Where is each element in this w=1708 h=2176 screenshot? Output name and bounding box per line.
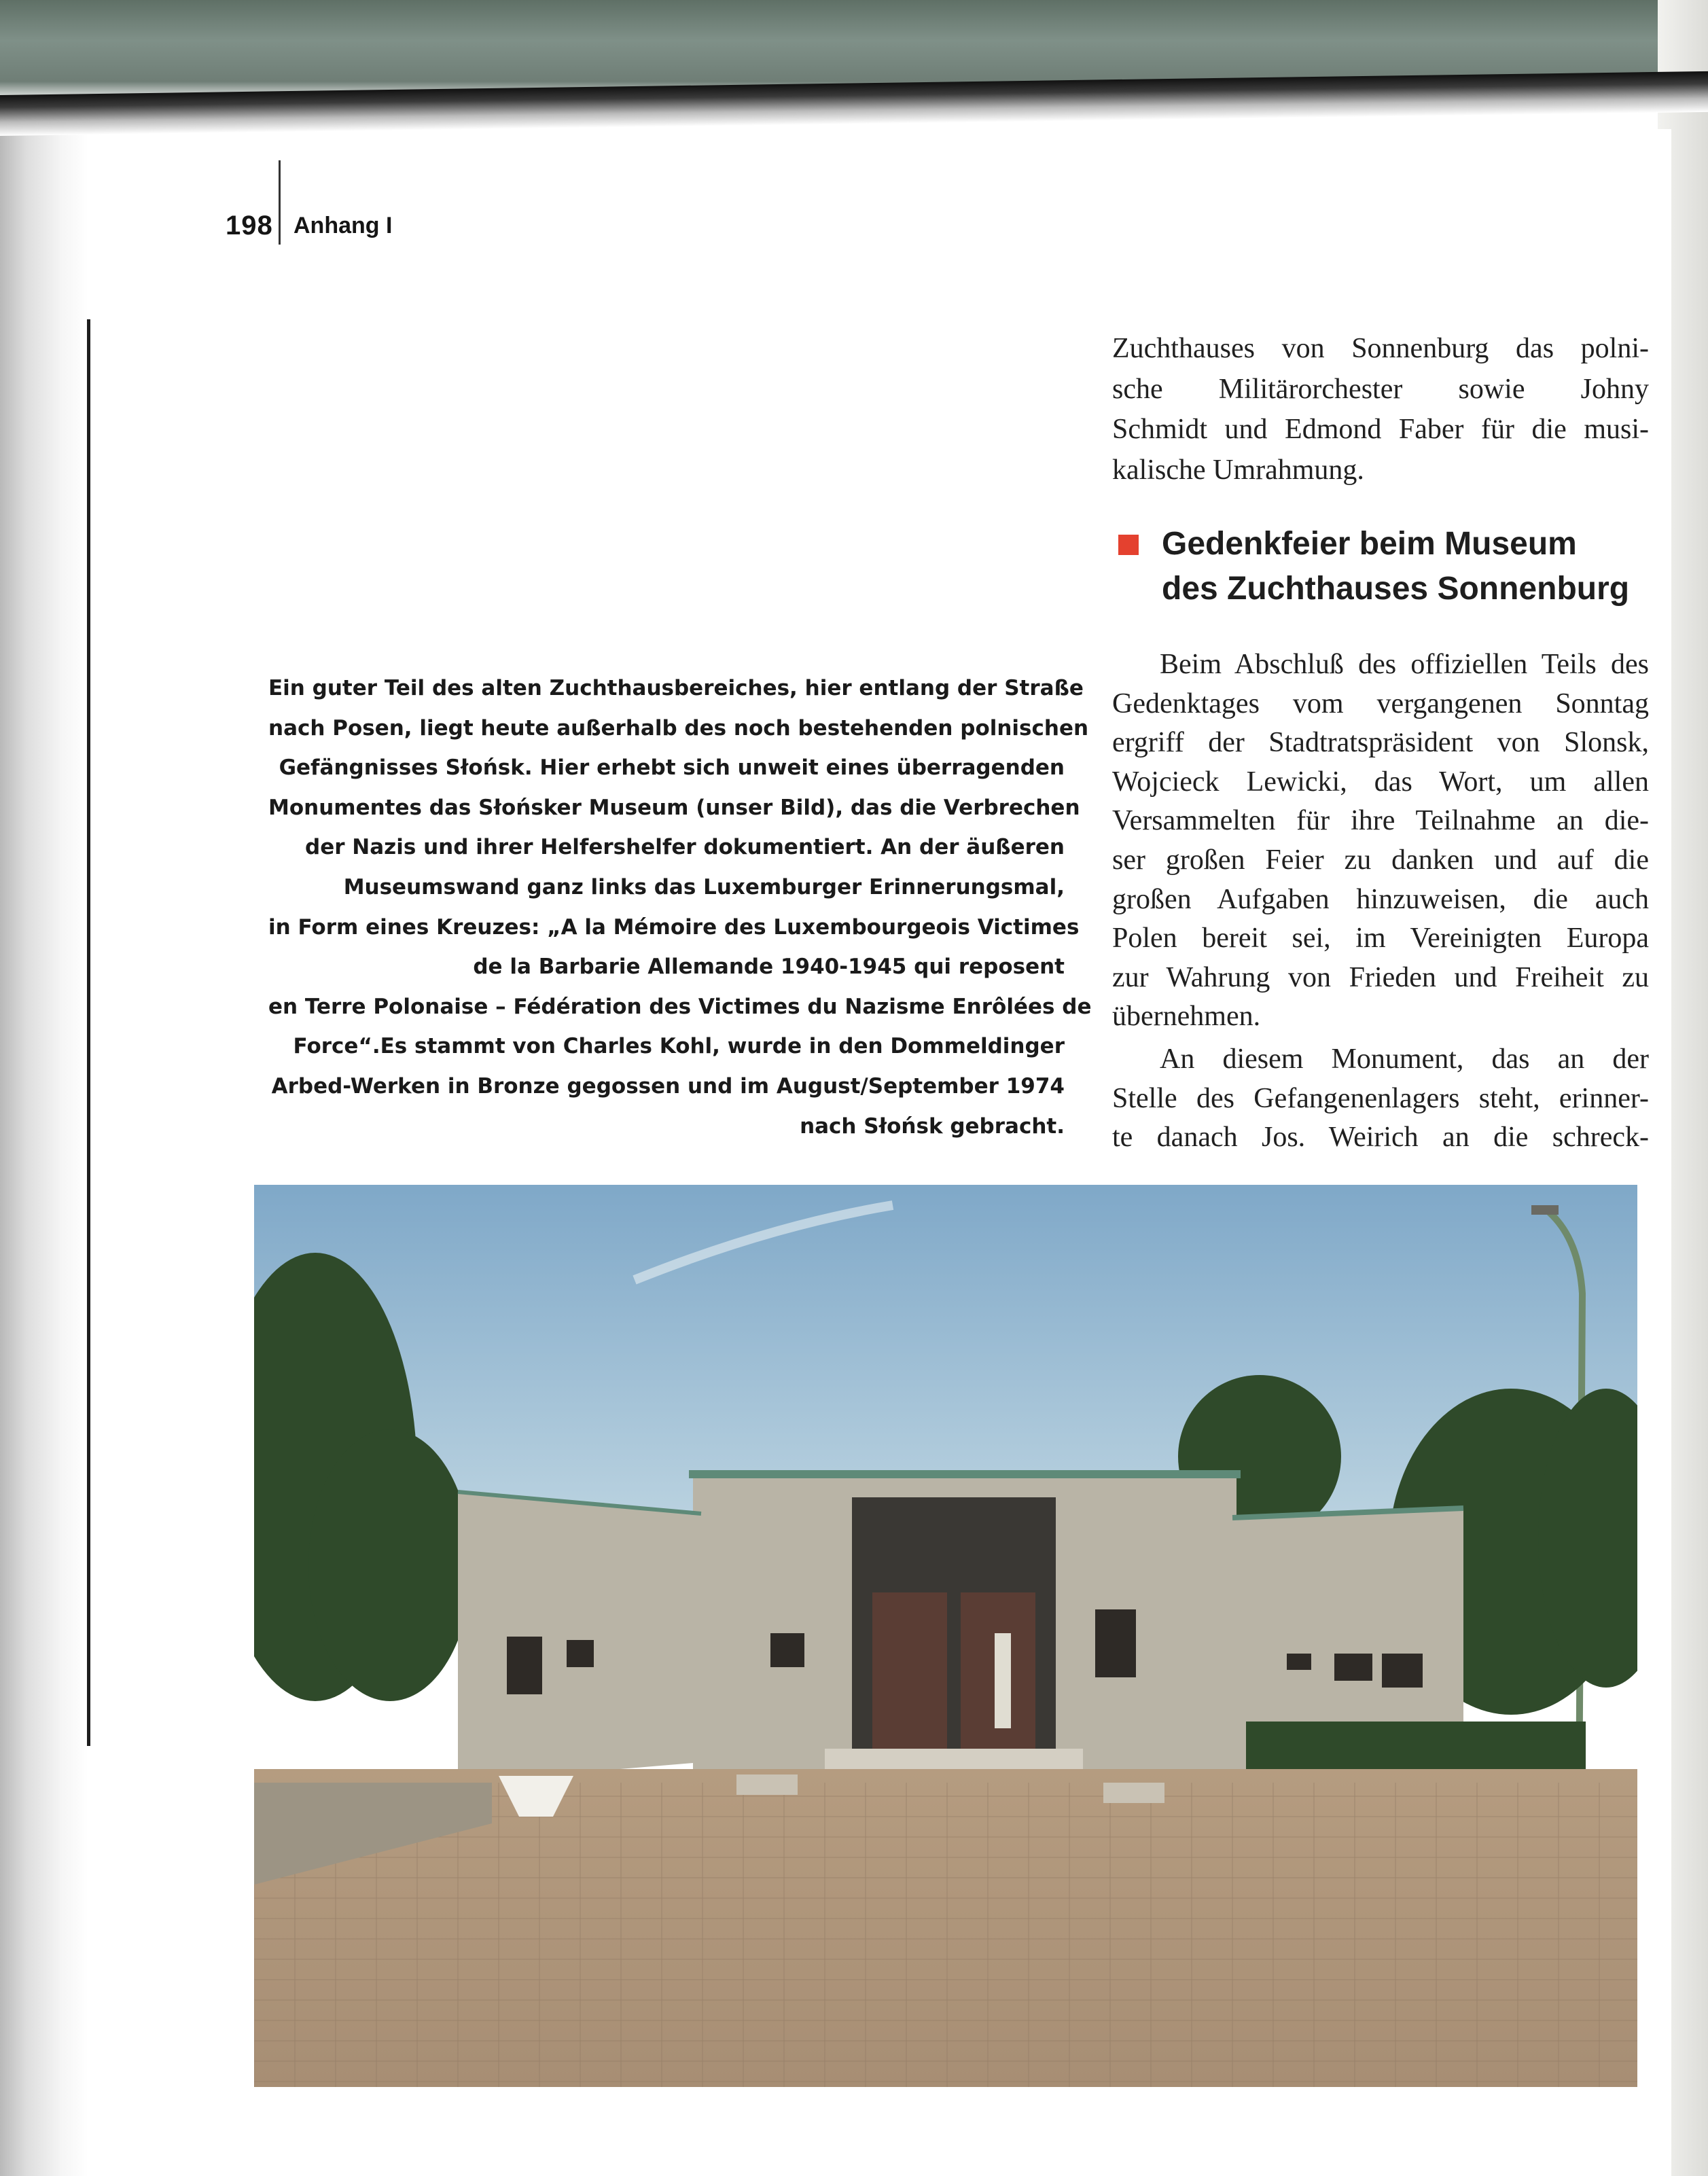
text-line: Zuchthauses von Sonnenburg das polni- bbox=[1112, 333, 1649, 364]
text-line: Schmidt und Edmond Faber für die musi- bbox=[1112, 414, 1649, 445]
text-line: Gedenktages vom vergangenen Sonntag bbox=[1112, 688, 1649, 719]
memorial-cross-plaque bbox=[507, 1637, 542, 1694]
text-line: An diesem Monument, das an der bbox=[1160, 1044, 1649, 1075]
caption-line: de la Barbarie Allemande 1940-1945 qui reposent bbox=[473, 955, 1065, 980]
photo-caption bbox=[268, 668, 1092, 1146]
section-label: Anhang I bbox=[293, 213, 393, 238]
intro-paragraph bbox=[1112, 329, 1649, 491]
heading-line: Gedenkfeier beim Museum bbox=[1162, 526, 1577, 562]
heading-line: des Zuchthauses Sonnenburg bbox=[1162, 571, 1630, 607]
caption-line: der Nazis und ihrer Helfershelfer dokumentiert. An der äußeren bbox=[305, 835, 1065, 860]
text-line: sche Militärorchester sowie Johny bbox=[1112, 373, 1649, 405]
roof-trim bbox=[689, 1470, 1241, 1478]
lamp-head bbox=[1531, 1205, 1559, 1215]
text-line: ser großen Feier zu danken und auf die bbox=[1112, 844, 1649, 876]
plaque bbox=[1382, 1654, 1423, 1688]
plaque bbox=[1334, 1654, 1372, 1681]
bench bbox=[736, 1774, 798, 1795]
bench bbox=[1103, 1783, 1164, 1803]
heading-square-marker bbox=[1118, 535, 1139, 555]
plaque bbox=[1095, 1609, 1136, 1677]
section-heading bbox=[1162, 522, 1629, 611]
body-paragraph-2 bbox=[1112, 1040, 1649, 1158]
plaque bbox=[1287, 1654, 1311, 1670]
caption-line: Ein guter Teil des alten Zuchthausbereiches, hier entlang der Straße bbox=[268, 676, 1084, 700]
text-line: zur Wahrung von Frieden und Freiheit zu bbox=[1112, 961, 1649, 993]
entrance-door bbox=[872, 1592, 947, 1749]
text-line: Versammelten für ihre Teilnahme an die- bbox=[1112, 805, 1649, 837]
plaque bbox=[770, 1633, 804, 1667]
header-divider bbox=[279, 160, 281, 245]
caption-line: Force“.Es stammt von Charles Kohl, wurde in den Dommeldinger bbox=[293, 1034, 1065, 1059]
caption-line: in Form eines Kreuzes: „A la Mémoire des Luxembourgeois Victimes bbox=[268, 914, 1080, 940]
caption-line: nach Posen, liegt heute außerhalb des noch bestehenden polnischen bbox=[268, 715, 1089, 741]
caption-line: en Terre Polonaise – Fédération des Victimes du Nazisme Enrôlées de bbox=[268, 994, 1092, 1019]
museum-photograph bbox=[254, 1185, 1637, 2087]
text-line: ergriff der Stadtratspräsident von Slonsk, bbox=[1112, 727, 1649, 759]
caption-line: Monumentes das Słońsker Museum (unser Bild), das die Verbrechen bbox=[268, 795, 1080, 820]
museum-photo-illustration bbox=[254, 1185, 1637, 2087]
text-line: übernehmen. bbox=[1112, 1001, 1261, 1033]
text-line: kalische Umrahmung. bbox=[1112, 454, 1364, 486]
caption-line: Arbed-Werken in Bronze gegossen und im August/September 1974 bbox=[271, 1073, 1065, 1099]
book-binding-shadow bbox=[0, 115, 88, 2176]
page-edge-line bbox=[87, 319, 90, 1746]
caption-line: Gefängnisses Słońsk. Hier erhebt sich unweit eines überragenden bbox=[279, 755, 1065, 781]
page-number: 198 bbox=[226, 211, 273, 240]
caption-line: nach Słońsk gebracht. bbox=[800, 1113, 1065, 1139]
text-line: Stelle des Gefangenenlagers steht, erinner- bbox=[1112, 1082, 1649, 1114]
left-wing bbox=[458, 1492, 701, 1783]
text-line: großen Aufgaben hinzuweisen, die auch bbox=[1112, 883, 1649, 915]
text-line: Polen bereit sei, im Vereinigten Europa bbox=[1112, 923, 1649, 955]
text-line: Wojcieck Lewicki, das Wort, um allen bbox=[1112, 766, 1649, 798]
body-paragraph-1 bbox=[1112, 645, 1649, 1037]
text-line: te danach Jos. Weirich an die schreck- bbox=[1112, 1122, 1649, 1153]
caption-line: Museumswand ganz links das Luxemburger Erinnerungsmal, bbox=[343, 874, 1065, 899]
plaque bbox=[567, 1640, 594, 1667]
visitor bbox=[995, 1633, 1011, 1728]
text-line: Beim Abschluß des offiziellen Teils des bbox=[1160, 649, 1649, 680]
